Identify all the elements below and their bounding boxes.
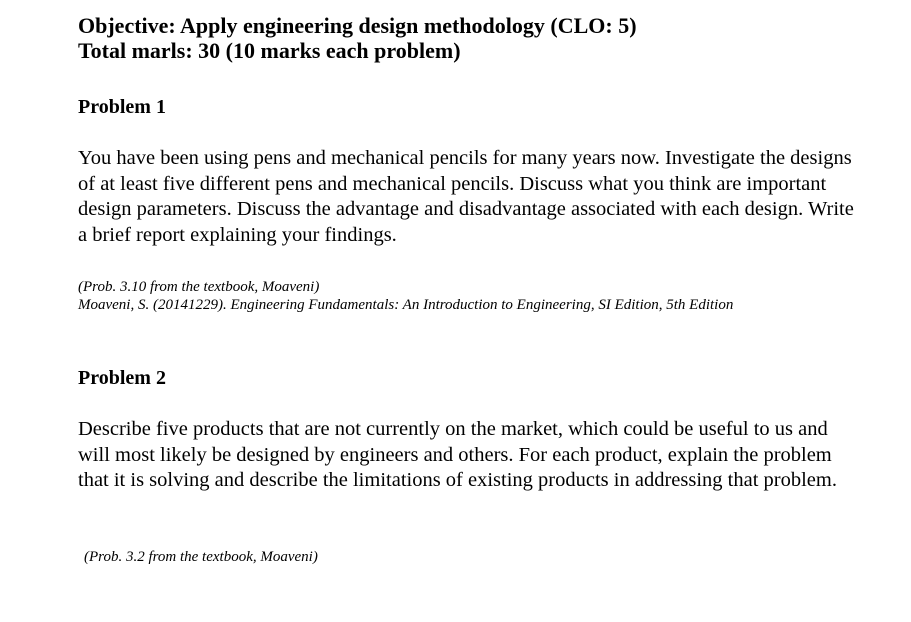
problem-1-citation: Moaveni, S. (20141229). Engineering Fundamentals: An Introduction to Engineering, SI Edition, 5th Edition	[78, 297, 734, 313]
problem-1-reference: (Prob. 3.10 from the textbook, Moaveni)	[78, 279, 320, 295]
problem-1-body: You have been using pens and mechanical pencils for many years now. Investigate the designs of at least five different pens and mechanical pencils. Discuss what you think are important design parameters. Discuss the advantage and disadvantage associated with each design. Write a brief report explaining your findings.	[78, 147, 854, 247]
objective-line: Objective: Apply engineering design methodology (CLO: 5)	[78, 13, 637, 38]
problem-2-body: Describe five products that are not currently on the market, which could be useful to us and will most likely be designed by engineers and others. For each product, explain the problem that it is solving and describe the limitations of existing products in addressing that problem.	[78, 418, 837, 492]
problem-2-heading: Problem 2	[78, 367, 166, 389]
problem-1-heading: Problem 1	[78, 96, 166, 118]
total-marks-line: Total marls: 30 (10 marks each problem)	[78, 38, 461, 63]
problem-2-reference: (Prob. 3.2 from the textbook, Moaveni)	[84, 549, 318, 565]
